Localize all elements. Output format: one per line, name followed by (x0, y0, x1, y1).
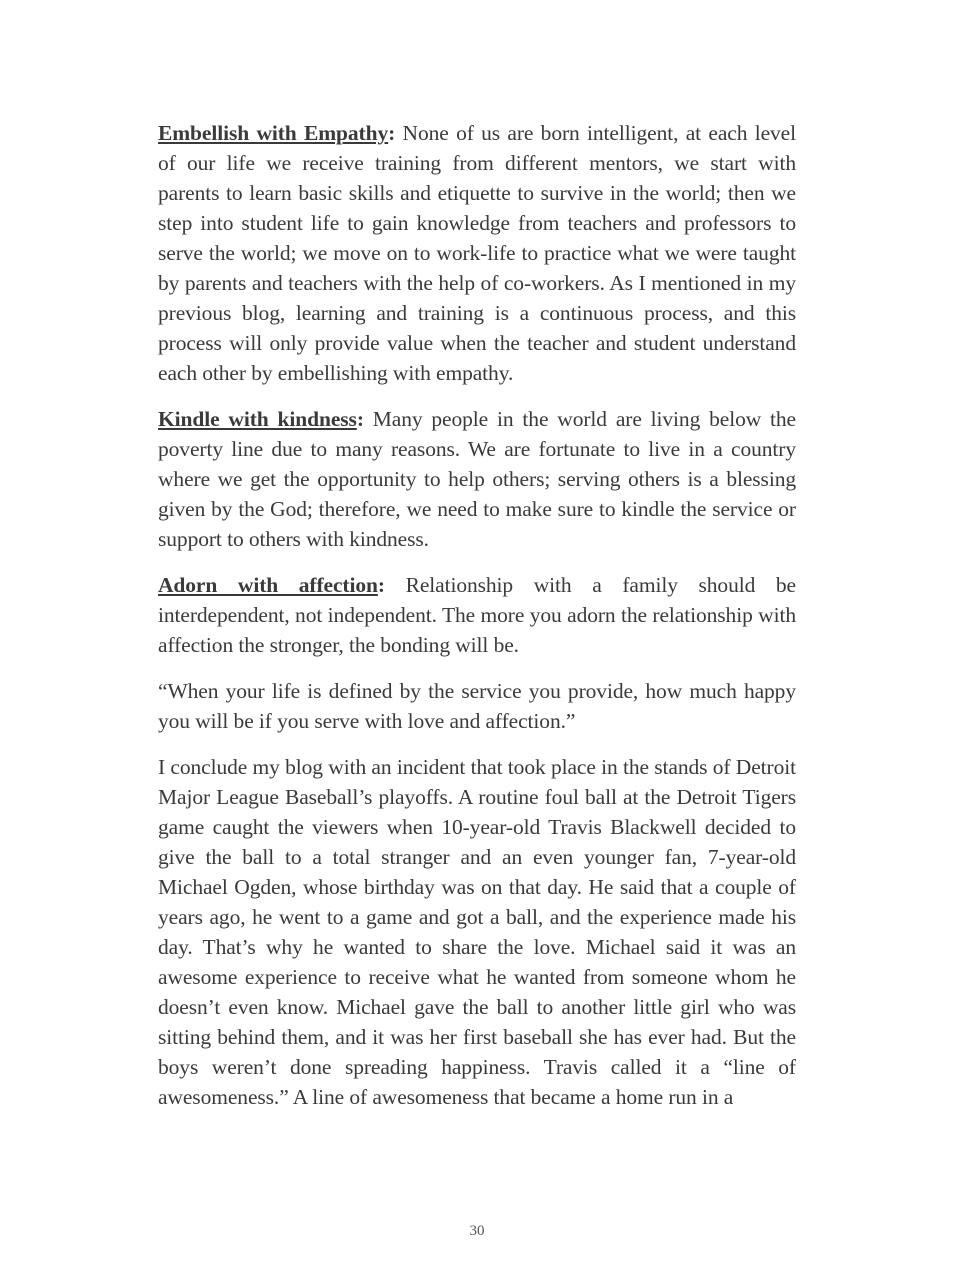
heading-colon: : (356, 407, 364, 431)
page-number: 30 (469, 1223, 485, 1239)
heading-adorn-with-affection: Adorn with affection (158, 573, 378, 597)
paragraph-text: Many people in the world are living below the poverty line due to many reasons. We are fortunate to live in a country where we get the opportunity to help others; serving others is a blessing given by the God; therefore, we need to make sure to kindle the service or support to others with kindness. (158, 407, 797, 551)
heading-colon: : (388, 121, 396, 145)
paragraph-affection (158, 570, 796, 660)
heading-colon: : (377, 573, 385, 597)
conclusion-paragraph: I conclude my blog with an incident that took place in the stands of Detroit Major League Baseball’s playoffs. A routine foul ball at the Detroit Tigers game caught the viewers when 10-year-old Travis Blackwell decided to give the ball to a total stranger and an even younger fan, 7-year-old Michael Ogden, whose birthday was on that day. He said that a couple of years ago, he went to a game and got a ball, and the experience made his day. That’s why he wanted to share the love. Michael said it was an awesome experience to receive what he wanted from someone whom he doesn’t even know. Michael gave the ball to another little girl who was sitting behind them, and it was her first baseball she has ever had. But the boys weren’t done spreading happiness. Travis called it a “line of awesomeness.” A line of awesomeness that became a home run in a (158, 755, 796, 1109)
paragraph-text: None of us are born intelligent, at each level of our life we receive training from different mentors, we start with parents to learn basic skills and etiquette to survive in the world; then we step into student life to gain knowledge from teachers and professors to serve the world; we move on to work-life to practice what we were taught by parents and teachers with the help of co-workers. As I mentioned in my previous blog, learning and training is a continuous process, and this process will only provide value when the teacher and student understand each other by embellishing with empathy. (158, 121, 796, 385)
page-body (158, 118, 796, 1128)
heading-kindle-with-kindness: Kindle with kindness (158, 407, 357, 431)
paragraph-text: Relationship with a family should be interdependent, not independent. The more you adorn the relationship with affection the stronger, the bonding will be. (158, 573, 796, 657)
paragraph-kindness (158, 404, 796, 554)
paragraph-empathy (158, 118, 796, 388)
heading-embellish-with-empathy: Embellish with Empathy (158, 121, 389, 145)
quote-paragraph: “When your life is defined by the service you provide, how much happy you will be if you serve with love and affection.” (158, 679, 796, 733)
